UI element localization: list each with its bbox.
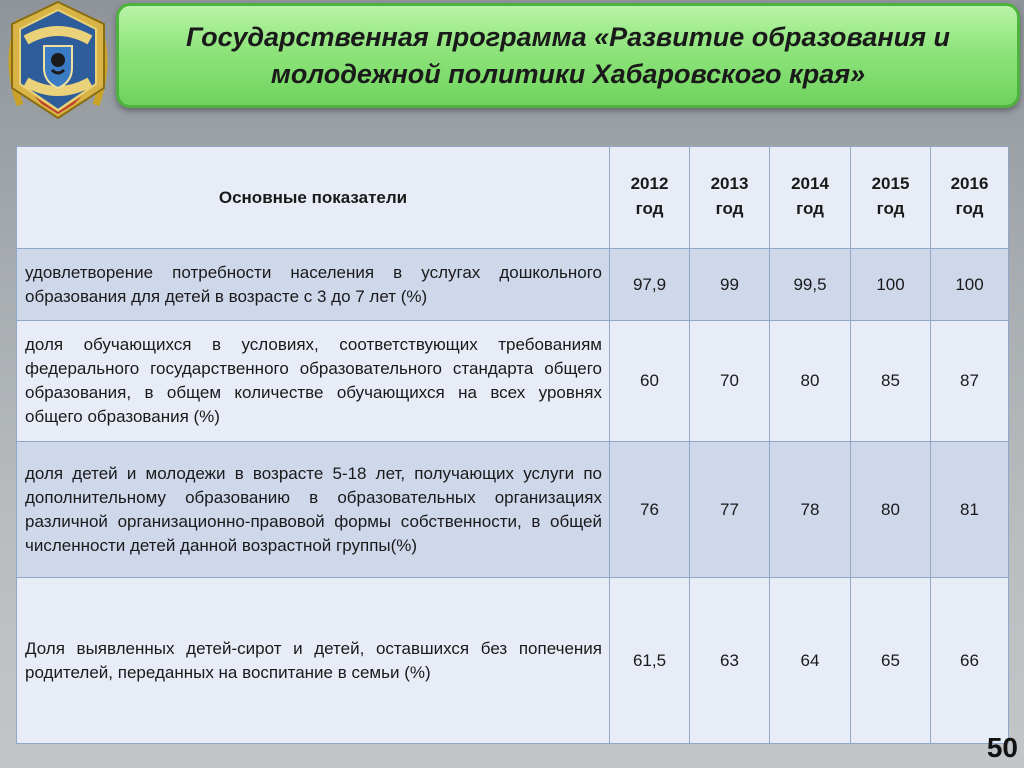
value-cell: 80 <box>851 442 931 578</box>
year-unit: год <box>955 199 984 218</box>
table-row <box>17 442 1009 578</box>
indicators-table <box>16 146 1009 744</box>
value-cell: 85 <box>851 321 931 442</box>
year-unit: год <box>796 199 824 218</box>
year-unit: год <box>876 199 905 218</box>
value-cell: 64 <box>770 578 851 744</box>
year-label: 2012 <box>630 174 669 193</box>
header-year-2016 <box>931 147 1009 249</box>
year-unit: год <box>715 199 744 218</box>
header-indicators: Основные показатели <box>17 147 610 249</box>
value-cell: 77 <box>690 442 770 578</box>
indicator-label: доля обучающихся в условиях, соответствующих требованиям федерального государственного образовательного стандарта общего образования, в общем количестве обучающихся на всех уровнях общего образования (%) <box>17 321 610 442</box>
indicator-label: удовлетворение потребности населения в услугах дошкольного образования для детей в возрасте с 3 до 7 лет (%) <box>17 249 610 321</box>
table-header-row <box>17 147 1009 249</box>
page-title-line2: молодежной политики Хабаровского края» <box>270 58 866 89</box>
year-label: 2014 <box>791 174 829 193</box>
value-cell: 65 <box>851 578 931 744</box>
header-year-2015 <box>851 147 931 249</box>
year-label: 2015 <box>871 174 910 193</box>
value-cell: 81 <box>931 442 1009 578</box>
value-cell: 60 <box>610 321 690 442</box>
indicator-label: Доля выявленных детей-сирот и детей, оставшихся без попечения родителей, переданных на воспитание в семьи (%) <box>17 578 610 744</box>
value-cell: 99,5 <box>770 249 851 321</box>
page-number: 50 <box>986 732 1018 763</box>
year-label: 2016 <box>950 174 989 193</box>
table-row <box>17 578 1009 744</box>
value-cell: 100 <box>851 249 931 321</box>
title-banner <box>116 3 1020 108</box>
value-cell: 80 <box>770 321 851 442</box>
emblem-icon <box>0 0 116 122</box>
value-cell: 87 <box>931 321 1009 442</box>
ministry-emblem-logo <box>0 0 116 122</box>
page-title-line1: Государственная программа «Развитие образования и <box>185 21 951 52</box>
header-year-2013 <box>690 147 770 249</box>
value-cell: 61,5 <box>610 578 690 744</box>
value-cell: 66 <box>931 578 1009 744</box>
header-year-2012 <box>610 147 690 249</box>
value-cell: 100 <box>931 249 1009 321</box>
page-title <box>128 19 1008 93</box>
value-cell: 76 <box>610 442 690 578</box>
value-cell: 63 <box>690 578 770 744</box>
indicator-label: доля детей и молодежи в возрасте 5-18 лет, получающих услуги по дополнительному образованию в образовательных организациях различной организационно-правовой формы собственности, в общей численности детей данной возрастной группы(%) <box>17 442 610 578</box>
year-unit: год <box>635 199 664 218</box>
table-row <box>17 321 1009 442</box>
value-cell: 97,9 <box>610 249 690 321</box>
year-label: 2013 <box>710 174 749 193</box>
header-year-2014 <box>770 147 851 249</box>
value-cell: 70 <box>690 321 770 442</box>
value-cell: 99 <box>690 249 770 321</box>
table-row <box>17 249 1009 321</box>
value-cell: 78 <box>770 442 851 578</box>
